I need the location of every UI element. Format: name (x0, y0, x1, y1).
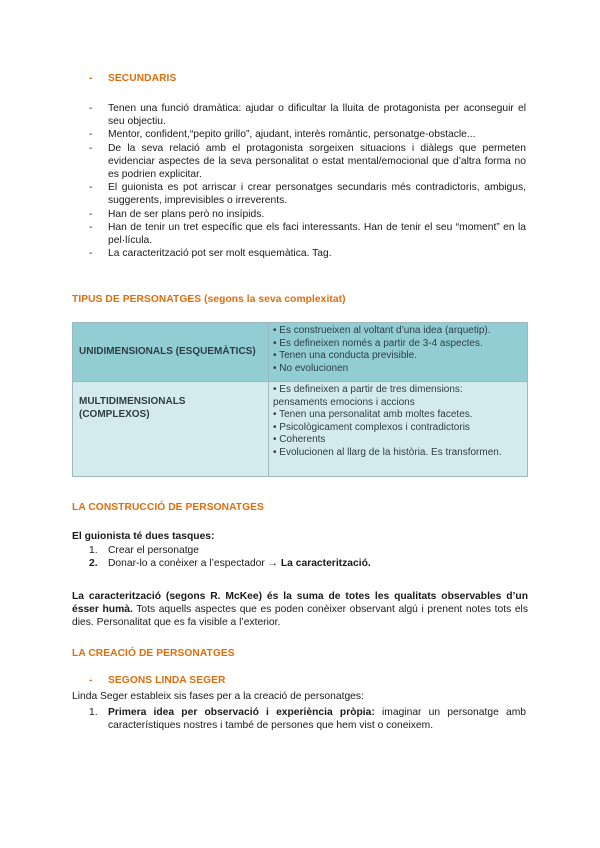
multidimensional-sublabel: (COMPLEXOS) (79, 408, 150, 420)
caracteritzacio-definition (72, 590, 528, 630)
seger-subheading: SEGONS LINDA SEGER (108, 675, 226, 686)
list-item: 1. Crear el personatge (89, 545, 200, 556)
secundaris-heading-row (89, 73, 176, 84)
list-item: - El guionista es pot arriscar i crear personatges secundaris més contradictoris, ambigus, suggerents, imprevisibles o irreverents. (89, 182, 526, 207)
creacio-intro: Linda Seger estableix sis fases per a la creació de personatges: (72, 691, 364, 702)
tipus-heading: TIPUS DE PERSONATGES (segons la seva complexitat) (72, 294, 346, 305)
construccio-intro: El guionista té dues tasques: (72, 531, 215, 542)
seger-subheading-row (89, 675, 225, 686)
construccio-heading: LA CONSTRUCCIÓ DE PERSONATGES (72, 502, 264, 513)
trait-item: • Psicològicament complexos i contradictoris (273, 421, 470, 433)
character-types-table (72, 322, 528, 477)
definition-bold: La caracterització (segons R. McKee) és la suma de totes les qualitats observables d’un ésser humà. (72, 591, 528, 616)
trait-item: • Evolucionen al llarg de la història. Es transformen. (273, 446, 502, 458)
list-item: - Han de tenir un tret específic que els faci interessants. Han de tenir el seu “moment” en la pel·lícula. (89, 221, 526, 247)
list-item: 2. Donar-lo a conèixer a l’espectador → La caracterització. (89, 558, 371, 570)
list-item: 1. Primera idea per observació i experiència pròpia: imaginar un personatge amb característiques nostres i també de persones que hem vist o coneixem. (89, 707, 526, 732)
trait-item: • Es defineixen només a partir de 3-4 aspectes. (273, 337, 483, 349)
table-row (73, 382, 528, 477)
multidimensional-label: MULTIDIMENSIONALS (79, 396, 186, 407)
subheading-dash: - (89, 675, 93, 686)
list-item: - De la seva relació amb el protagonista sorgeixen situacions i diàlegs que permeten evidenciar aspectes de la seva personalitat o estat mental/emocional que d’altra forma no es podrien explicitar. (89, 142, 526, 181)
list-item: - Tenen una funció dramàtica: ajudar o dificultar la lluita de protagonista per aconseguir el seu objectiu. (89, 103, 526, 128)
secundaris-bullet-list (89, 102, 526, 260)
trait-item: pensaments emocions i accions (273, 396, 415, 408)
construccio-task-list (89, 544, 526, 570)
heading-dash: - (89, 73, 93, 84)
trait-item: • Coherents (273, 434, 326, 446)
trait-item: • No evolucionen (273, 362, 349, 374)
unidimensional-label: UNIDIMENSIONALS (ESQUEMÀTICS) (79, 345, 256, 357)
list-item: - Han de ser plans però no insípids. (89, 208, 265, 220)
trait-item: • Es construeixen al voltant d’una idea (arquetip). (273, 325, 491, 336)
table-row (73, 323, 528, 382)
definition-text: Tots aquells aspectes que es poden conèixer observant algú i prenent notes tots els dies. Personalitat que es fa visible a l’exterior. (72, 604, 528, 629)
list-item: - La caracterització pot ser molt esquemàtica. Tag. (89, 248, 332, 260)
trait-item: • Tenen una personalitat amb moltes facetes. (273, 409, 473, 421)
multidimensional-traits-cell (269, 382, 528, 477)
creacio-step-list (89, 706, 526, 732)
list-item: - Mentor, confident,“pepito grillo”, ajudant, interès romàntic, personatge-obstacle... (89, 129, 476, 141)
trait-item: • Tenen una conducta previsible. (273, 350, 417, 362)
multidimensional-label-cell (73, 382, 269, 477)
unidimensional-traits-cell (269, 323, 528, 382)
unidimensional-label-cell (73, 323, 269, 382)
trait-item: • Es defineixen a partir de tres dimensions: (273, 384, 463, 395)
creacio-heading: LA CREACIÓ DE PERSONATGES (72, 648, 235, 659)
secundaris-heading: SECUNDARIS (108, 73, 177, 84)
